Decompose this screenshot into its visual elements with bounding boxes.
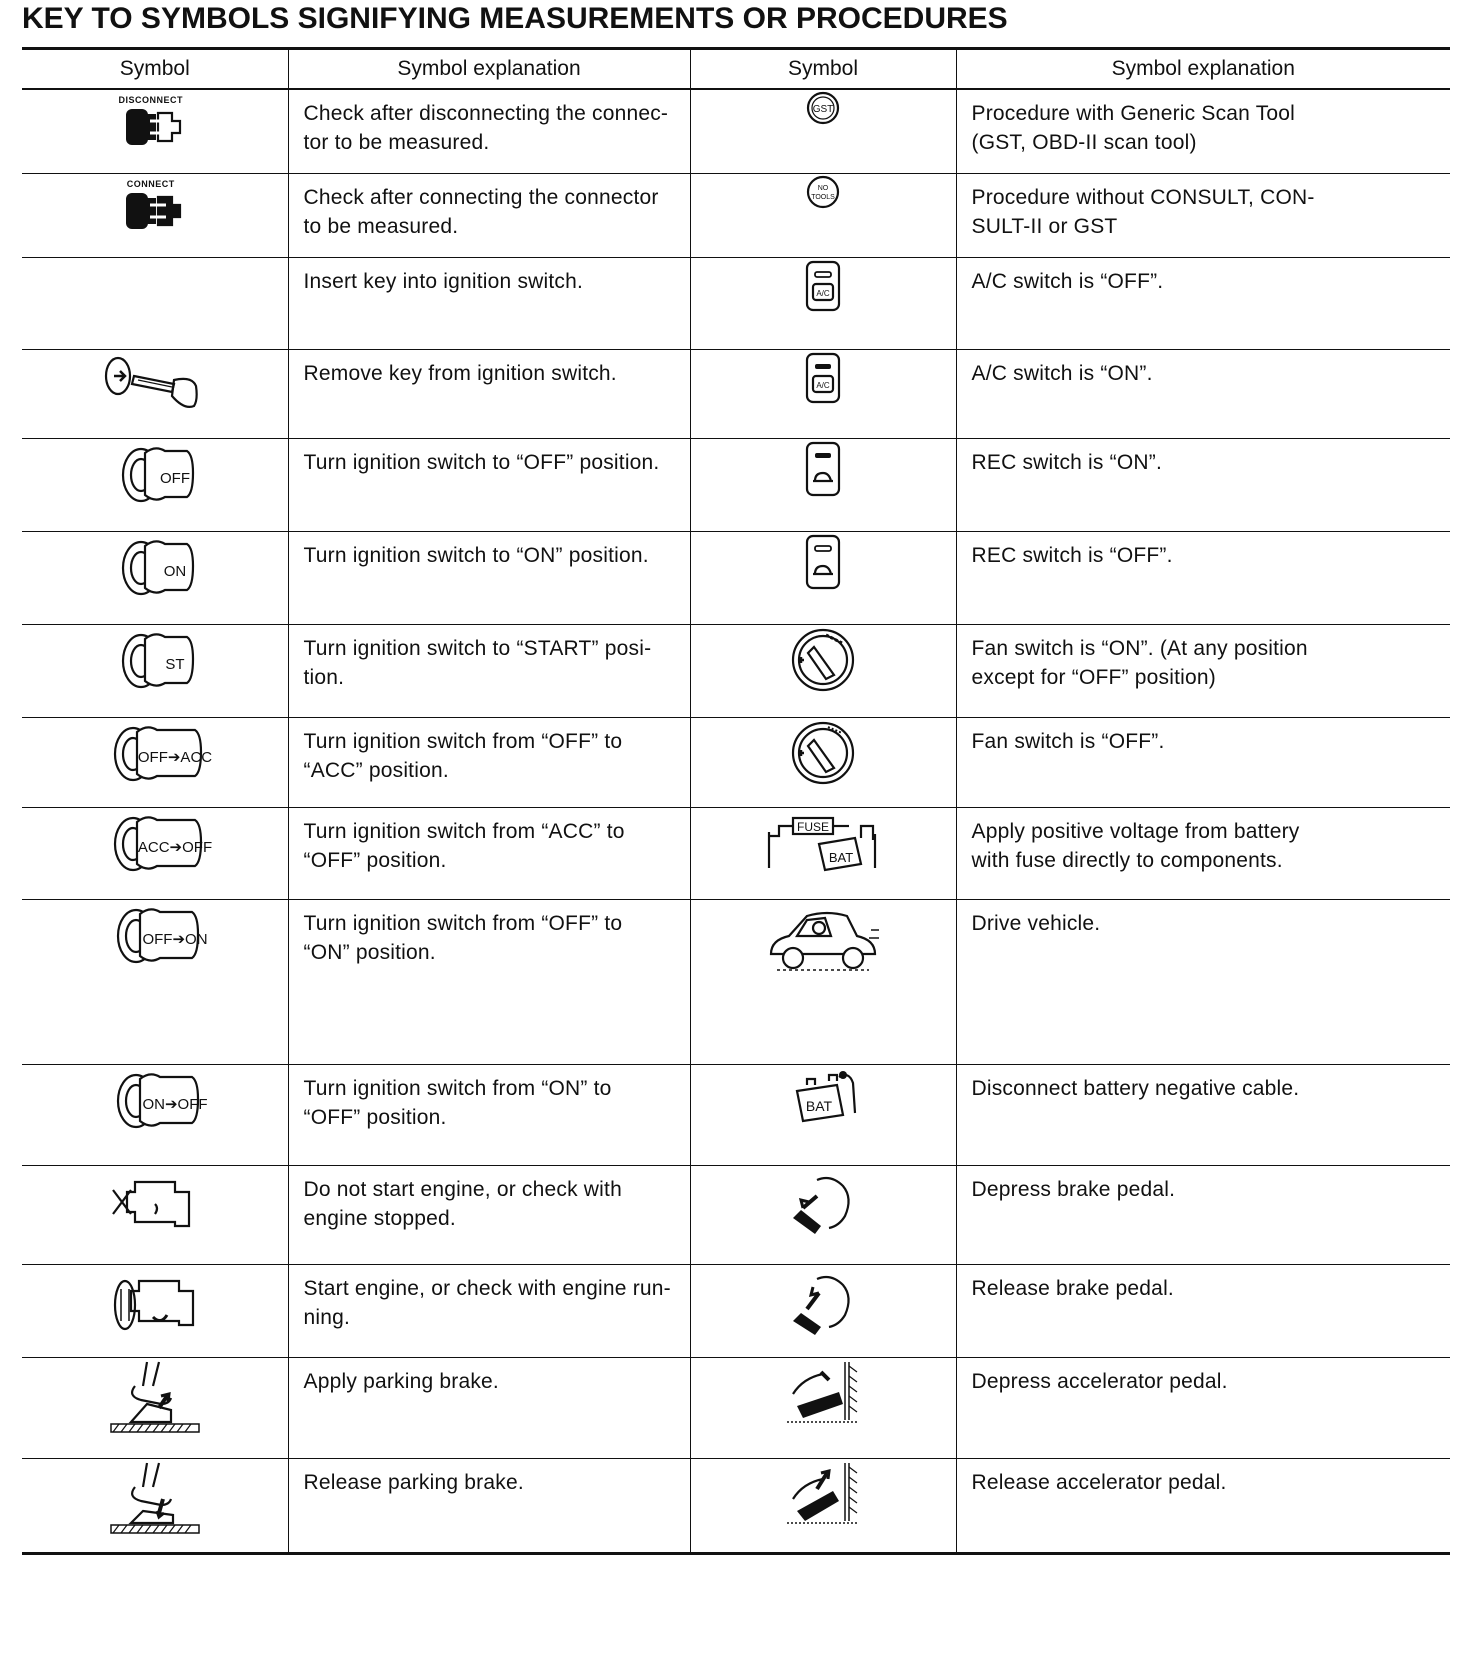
symbol-cell xyxy=(22,1357,288,1458)
rec-switch-on-icon xyxy=(803,439,843,499)
svg-text:TOOLS: TOOLS xyxy=(811,193,835,201)
svg-text:ON➔OFF: ON➔OFF xyxy=(142,1095,208,1113)
engine-stopped-icon xyxy=(105,1166,205,1236)
table-row xyxy=(22,1357,1450,1458)
symbol-explanation: Start engine, or check with engine run- ning. xyxy=(288,1264,690,1357)
symbol-explanation: Do not start engine, or check with engine stopped. xyxy=(288,1165,690,1264)
ignition-on-to-off-icon xyxy=(110,1065,208,1137)
svg-text:A/C: A/C xyxy=(816,380,830,390)
symbol-explanation: A/C switch is “ON”. xyxy=(956,349,1450,438)
symbol-explanation: Fan switch is “ON”. (At any position except for “OFF” position) xyxy=(956,624,1450,717)
symbol-cell xyxy=(690,349,956,438)
symbol-cell xyxy=(690,1264,956,1357)
connect-connector-icon xyxy=(120,179,190,235)
table-row xyxy=(22,1064,1450,1165)
depress-accelerator-icon xyxy=(783,1358,863,1428)
ignition-start-icon xyxy=(115,625,195,697)
symbol-explanation: Check after connecting the connector to be measured. xyxy=(288,173,690,257)
symbol-explanation: Procedure with Generic Scan Tool (GST, OBD-II scan tool) xyxy=(956,89,1450,173)
symbol-explanation: Turn ignition switch from “OFF” to “ON” position. xyxy=(288,899,690,1064)
page-title: KEY TO SYMBOLS SIGNIFYING MEASUREMENTS OR PROCEDURES xyxy=(22,2,1008,35)
symbol-cell xyxy=(690,1064,956,1165)
symbol-explanation: Apply parking brake. xyxy=(288,1357,690,1458)
fuse-battery-icon xyxy=(763,808,883,874)
table-row xyxy=(22,531,1450,624)
header-symbol-left: Symbol xyxy=(22,49,288,90)
symbol-explanation: Disconnect battery negative cable. xyxy=(956,1064,1450,1165)
svg-text:ACC➔OFF: ACC➔OFF xyxy=(137,838,212,856)
symbol-cell xyxy=(690,717,956,807)
svg-text:ON: ON xyxy=(163,562,186,580)
symbol-cell xyxy=(690,624,956,717)
symbol-cell xyxy=(22,1064,288,1165)
symbol-cell xyxy=(690,173,956,257)
ac-switch-off-icon xyxy=(803,258,843,314)
symbol-explanation: Procedure without CONSULT, CON- SULT-II or GST xyxy=(956,173,1450,257)
no-tools-icon xyxy=(805,174,841,210)
symbol-explanation: Apply positive voltage from battery with fuse directly to components. xyxy=(956,807,1450,899)
ignition-off-to-acc-icon xyxy=(107,718,212,790)
symbol-explanation: Depress brake pedal. xyxy=(956,1165,1450,1264)
symbol-cell xyxy=(22,899,288,1064)
release-accelerator-icon xyxy=(783,1459,863,1529)
gst-icon xyxy=(805,90,841,126)
symbol-cell xyxy=(690,1458,956,1553)
svg-text:FUSE: FUSE xyxy=(796,819,830,834)
table-row xyxy=(22,1165,1450,1264)
fan-switch-on-icon xyxy=(788,625,858,695)
table-row xyxy=(22,349,1450,438)
symbol-cell xyxy=(22,807,288,899)
svg-text:OFF: OFF xyxy=(159,469,190,487)
symbol-explanation: Turn ignition switch from “ON” to “OFF” position. xyxy=(288,1064,690,1165)
rec-switch-off-icon xyxy=(803,532,843,592)
symbol-explanation: Drive vehicle. xyxy=(956,899,1450,1064)
svg-text:GST: GST xyxy=(812,104,834,115)
symbol-explanation: A/C switch is “OFF”. xyxy=(956,257,1450,349)
symbol-cell xyxy=(690,257,956,349)
table-row xyxy=(22,807,1450,899)
symbol-cell xyxy=(690,807,956,899)
table-row xyxy=(22,899,1450,1064)
symbol-cell xyxy=(22,349,288,438)
symbol-explanation: Turn ignition switch from “ACC” to “OFF” position. xyxy=(288,807,690,899)
fan-switch-off-icon xyxy=(788,718,858,788)
symbol-explanation: Release accelerator pedal. xyxy=(956,1458,1450,1553)
symbol-cell xyxy=(690,89,956,173)
svg-text:OFF➔ACC: OFF➔ACC xyxy=(137,748,212,766)
symbol-cell xyxy=(690,1165,956,1264)
symbol-explanation: Fan switch is “OFF”. xyxy=(956,717,1450,807)
table-row xyxy=(22,257,1450,349)
battery-disconnect-icon xyxy=(783,1065,863,1135)
symbol-explanation: Turn ignition switch to “START” posi- tion. xyxy=(288,624,690,717)
ignition-acc-to-off-icon xyxy=(107,808,212,880)
svg-text:ST: ST xyxy=(165,655,185,673)
table-row xyxy=(22,173,1450,257)
symbol-explanation: Depress accelerator pedal. xyxy=(956,1357,1450,1458)
symbol-caption: CONNECT xyxy=(126,178,175,189)
symbol-explanation: Turn ignition switch to “OFF” position. xyxy=(288,438,690,531)
symbol-explanation: Release brake pedal. xyxy=(956,1264,1450,1357)
svg-text:A/C: A/C xyxy=(816,288,830,298)
symbol-explanation: Remove key from ignition switch. xyxy=(288,349,690,438)
engine-running-icon xyxy=(105,1265,205,1341)
symbol-explanation: Release parking brake. xyxy=(288,1458,690,1553)
table-row xyxy=(22,717,1450,807)
table-body xyxy=(22,89,1450,1553)
symbol-explanation: Insert key into ignition switch. xyxy=(288,257,690,349)
symbol-caption: DISCONNECT xyxy=(118,95,183,105)
svg-text:OFF➔ON: OFF➔ON xyxy=(142,930,208,948)
symbol-cell xyxy=(690,531,956,624)
ignition-on-icon xyxy=(115,532,195,604)
symbol-cell xyxy=(22,173,288,257)
symbol-cell xyxy=(22,257,288,349)
remove-key-icon xyxy=(100,350,210,410)
header-explanation-right: Symbol explanation xyxy=(956,49,1450,90)
ac-switch-on-icon xyxy=(803,350,843,406)
symbol-cell xyxy=(690,438,956,531)
table-header-row xyxy=(22,49,1450,90)
release-parking-brake-icon xyxy=(107,1459,203,1539)
svg-text:NO: NO xyxy=(817,184,829,192)
symbol-explanation: REC switch is “ON”. xyxy=(956,438,1450,531)
apply-parking-brake-icon xyxy=(107,1358,203,1438)
symbol-explanation: Turn ignition switch to “ON” position. xyxy=(288,531,690,624)
symbol-cell xyxy=(22,531,288,624)
header-symbol-right: Symbol xyxy=(690,49,956,90)
ignition-off-to-on-icon xyxy=(110,900,208,972)
symbol-cell xyxy=(22,1458,288,1553)
symbol-cell xyxy=(22,717,288,807)
symbol-cell xyxy=(22,624,288,717)
symbol-cell xyxy=(22,89,288,173)
symbol-cell xyxy=(22,1264,288,1357)
table-row xyxy=(22,1458,1450,1553)
table-row xyxy=(22,1264,1450,1357)
symbol-explanation: Turn ignition switch from “OFF” to “ACC” position. xyxy=(288,717,690,807)
table-row xyxy=(22,624,1450,717)
symbol-explanation: REC switch is “OFF”. xyxy=(956,531,1450,624)
symbol-cell xyxy=(690,899,956,1064)
disconnect-connector-icon xyxy=(120,95,190,151)
depress-brake-pedal-icon xyxy=(783,1166,863,1242)
release-brake-pedal-icon xyxy=(783,1265,863,1341)
table-row xyxy=(22,89,1450,173)
symbol-cell xyxy=(22,438,288,531)
ignition-off-icon xyxy=(115,439,195,511)
symbol-cell xyxy=(22,1165,288,1264)
table-row xyxy=(22,438,1450,531)
symbol-cell xyxy=(690,1357,956,1458)
symbol-key-table xyxy=(22,47,1450,1555)
drive-vehicle-icon xyxy=(763,900,883,976)
svg-text:BAT: BAT xyxy=(805,1097,833,1114)
header-explanation-left: Symbol explanation xyxy=(288,49,690,90)
symbol-explanation: Check after disconnecting the connec- tor to be measured. xyxy=(288,89,690,173)
svg-text:BAT: BAT xyxy=(828,849,854,865)
